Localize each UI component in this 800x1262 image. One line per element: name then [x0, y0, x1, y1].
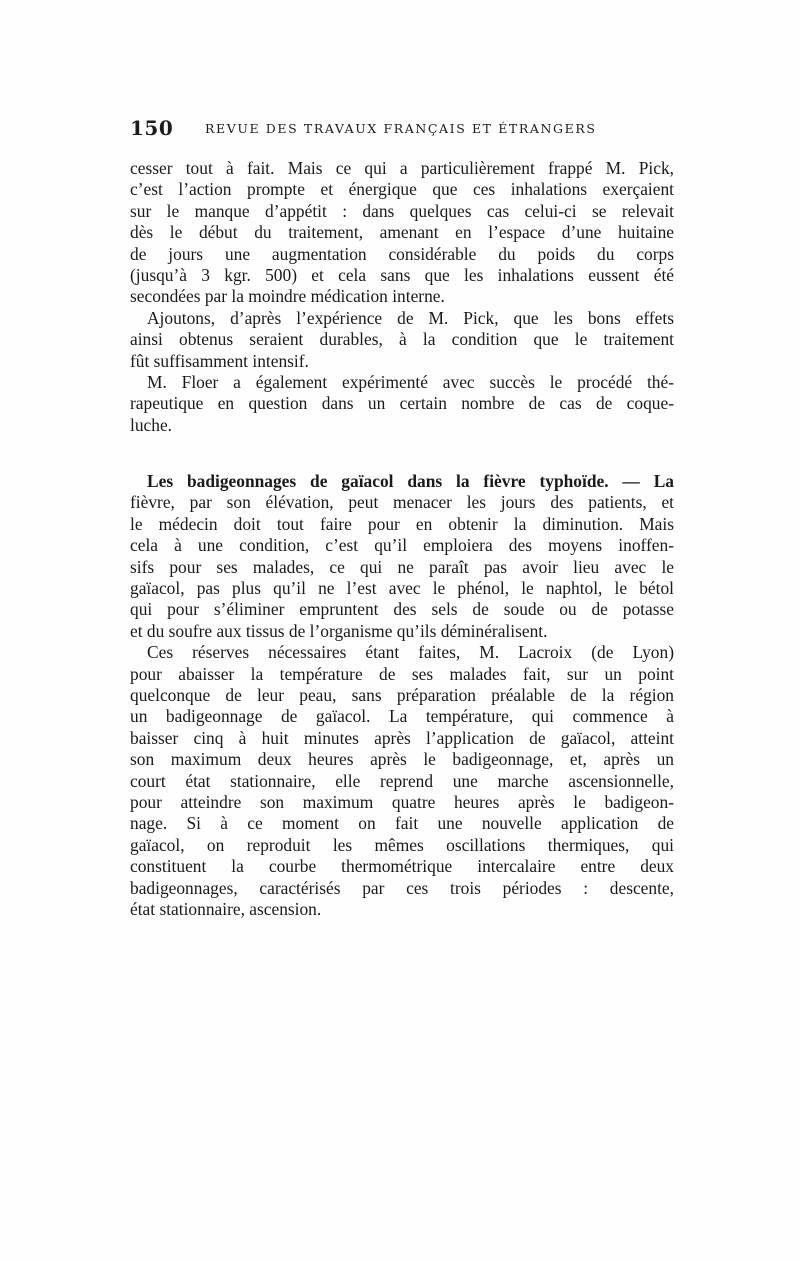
text-line: rapeutique en question dans un certain nombre de cas de coque- [130, 393, 674, 414]
text-line: gaïacol, on reproduit les mêmes oscillations thermiques, qui [130, 834, 674, 855]
body-text [130, 158, 674, 920]
text-line: quelconque de leur peau, sans préparation préalable de la région [130, 684, 674, 705]
text-line: un badigeonnage de gaïacol. La température, qui commence à [130, 706, 674, 727]
paragraph [130, 329, 674, 372]
section-heading-line: Les badigeonnages de gaïacol dans la fièvre typhoïde. — La [147, 471, 674, 492]
text-line: baisser cinq à huit minutes après l’application de gaïacol, atteint [130, 727, 674, 748]
text-line: cesser tout à fait. Mais ce qui a particulièrement frappé M. Pick, [130, 158, 674, 178]
text-line: ainsi obtenus seraient durables, à la condition que le traitement [130, 329, 674, 350]
section-gap [130, 436, 674, 471]
text-line: sifs pour ses malades, ce qui ne paraît pas avoir lieu avec le [130, 556, 674, 577]
text-line: état stationnaire, ascension. [130, 898, 322, 919]
paragraph [130, 471, 674, 492]
text-line: Ajoutons, d’après l’expérience de M. Pick, que les bons effets [147, 307, 674, 328]
text-line: fièvre, par son élévation, peut menacer les jours des patients, et [130, 492, 674, 513]
text-line: son maximum deux heures après le badigeonnage, et, après un [130, 749, 674, 770]
paragraph [130, 664, 674, 921]
text-line: pour abaisser la température de ses malades fait, sur un point [130, 663, 674, 684]
text-line: Ces réserves nécessaires étant faites, M. Lacroix (de Lyon) [147, 642, 674, 663]
text-line: gaïacol, pas plus qu’il ne l’est avec le phénol, le naphtol, le bétol [130, 578, 674, 599]
text-line: badigeonnages, caractérisés par ces trois périodes : descente, [130, 877, 674, 898]
paragraph [130, 492, 674, 642]
text-line: c’est l’action prompte et énergique que ces inhalations exerçaient [130, 179, 674, 200]
text-line: secondées par la moindre médication interne. [130, 286, 445, 307]
paragraph [130, 158, 674, 308]
text-line: sur le manque d’appétit : dans quelques cas celui-ci se relevait [130, 200, 674, 221]
text-line: M. Floer a également expérimenté avec succès le procédé thé- [147, 371, 674, 392]
text-line: qui pour s’éliminer empruntent des sels de soude ou de potasse [130, 599, 674, 620]
paragraph [130, 393, 674, 436]
text-line: nage. Si à ce moment on fait une nouvelle application de [130, 813, 674, 834]
text-line: dès le début du traitement, amenant en l’espace d’une huitaine [130, 222, 674, 243]
paragraph [130, 372, 674, 393]
page-number: 150 [130, 116, 174, 140]
text-line: fût suffisamment intensif. [130, 350, 309, 371]
text-line: court état stationnaire, elle reprend une marche ascensionnelle, [130, 770, 674, 791]
paragraph [130, 308, 674, 329]
text-line: le médecin doit tout faire pour en obtenir la diminution. Mais [130, 513, 674, 534]
text-line: (jusqu’à 3 kgr. 500) et cela sans que les inhalations eussent été [130, 264, 674, 285]
page-header [130, 116, 685, 146]
text-line: de jours une augmentation considérable du poids du corps [130, 243, 674, 264]
text-line: pour atteindre son maximum quatre heures après le badigeon- [130, 791, 674, 812]
text-line: et du soufre aux tissus de l’organisme qu’ils déminéralisent. [130, 620, 548, 641]
text-line: luche. [130, 414, 173, 435]
paragraph [130, 642, 674, 663]
running-title: REVUE DES TRAVAUX FRANÇAIS ET ÉTRANGERS [205, 121, 597, 136]
text-line: constituent la courbe thermométrique intercalaire entre deux [130, 856, 674, 877]
text-line: cela à une condition, c’est qu’il emploiera des moyens inoffen- [130, 535, 674, 556]
